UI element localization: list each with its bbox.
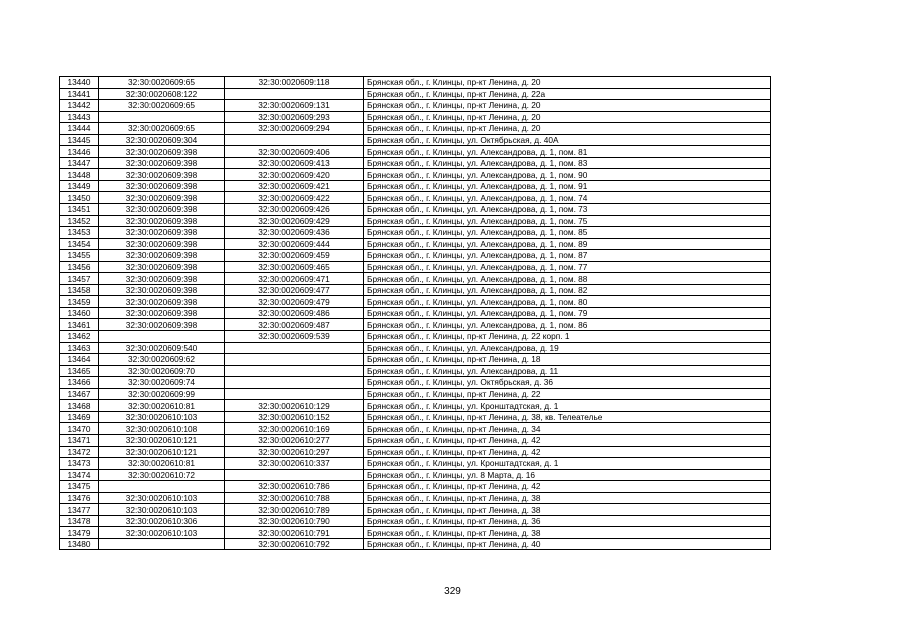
parent-cadastral-number-cell: 32:30:0020610:121 — [99, 434, 225, 446]
record-number-cell: 13442 — [60, 100, 99, 112]
parent-cadastral-number-cell: 32:30:0020609:398 — [99, 204, 225, 216]
registry-table — [59, 76, 771, 550]
table-row — [60, 365, 771, 377]
record-number-cell: 13474 — [60, 469, 99, 481]
cadastral-number-cell: 32:30:0020610:789 — [225, 504, 364, 516]
table-row — [60, 458, 771, 470]
cadastral-number-cell — [225, 88, 364, 100]
table-row — [60, 261, 771, 273]
address-cell: Брянская обл., г. Клинцы, ул. Александрова, д. 19 — [364, 342, 771, 354]
table-row — [60, 157, 771, 169]
address-cell: Брянская обл., г. Клинцы, пр-кт Ленина, д. 20 — [364, 77, 771, 89]
record-number-cell: 13475 — [60, 481, 99, 493]
cadastral-number-cell: 32:30:0020610:169 — [225, 423, 364, 435]
cadastral-number-cell: 32:30:0020610:337 — [225, 458, 364, 470]
address-cell: Брянская обл., г. Клинцы, ул. Кронштадтская, д. 1 — [364, 400, 771, 412]
address-cell: Брянская обл., г. Клинцы, ул. Александрова, д. 1, пом. 77 — [364, 261, 771, 273]
table-row — [60, 354, 771, 366]
record-number-cell: 13455 — [60, 250, 99, 262]
page-number: 329 — [444, 586, 461, 597]
record-number-cell: 13469 — [60, 411, 99, 423]
parent-cadastral-number-cell — [99, 538, 225, 550]
parent-cadastral-number-cell: 32:30:0020610:81 — [99, 458, 225, 470]
address-cell: Брянская обл., г. Клинцы, ул. 8 Марта, д. 16 — [364, 469, 771, 481]
record-number-cell: 13467 — [60, 388, 99, 400]
record-number-cell: 13453 — [60, 227, 99, 239]
address-cell: Брянская обл., г. Клинцы, ул. Александрова, д. 1, пом. 85 — [364, 227, 771, 239]
parent-cadastral-number-cell: 32:30:0020609:398 — [99, 284, 225, 296]
table-row — [60, 307, 771, 319]
parent-cadastral-number-cell: 32:30:0020609:398 — [99, 250, 225, 262]
cadastral-number-cell: 32:30:0020610:129 — [225, 400, 364, 412]
table-row — [60, 284, 771, 296]
address-cell: Брянская обл., г. Клинцы, пр-кт Ленина, д. 38, кв. Телеателье — [364, 411, 771, 423]
parent-cadastral-number-cell: 32:30:0020610:306 — [99, 515, 225, 527]
cadastral-number-cell — [225, 134, 364, 146]
parent-cadastral-number-cell: 32:30:0020610:103 — [99, 527, 225, 539]
table-row — [60, 331, 771, 343]
table-row — [60, 146, 771, 158]
record-number-cell: 13444 — [60, 123, 99, 135]
record-number-cell: 13473 — [60, 458, 99, 470]
parent-cadastral-number-cell: 32:30:0020609:398 — [99, 319, 225, 331]
cadastral-number-cell — [225, 388, 364, 400]
table-row — [60, 77, 771, 89]
parent-cadastral-number-cell: 32:30:0020609:398 — [99, 157, 225, 169]
address-cell: Брянская обл., г. Клинцы, ул. Октябрьская, д. 36 — [364, 377, 771, 389]
parent-cadastral-number-cell: 32:30:0020609:398 — [99, 169, 225, 181]
parent-cadastral-number-cell: 32:30:0020610:81 — [99, 400, 225, 412]
parent-cadastral-number-cell — [99, 331, 225, 343]
record-number-cell: 13448 — [60, 169, 99, 181]
address-cell: Брянская обл., г. Клинцы, пр-кт Ленина, д. 18 — [364, 354, 771, 366]
cadastral-number-cell: 32:30:0020610:786 — [225, 481, 364, 493]
parent-cadastral-number-cell: 32:30:0020608:122 — [99, 88, 225, 100]
parent-cadastral-number-cell: 32:30:0020609:74 — [99, 377, 225, 389]
record-number-cell: 13443 — [60, 111, 99, 123]
registry-table-body — [60, 77, 771, 550]
cadastral-number-cell: 32:30:0020609:118 — [225, 77, 364, 89]
cadastral-number-cell: 32:30:0020609:406 — [225, 146, 364, 158]
cadastral-number-cell — [225, 377, 364, 389]
parent-cadastral-number-cell: 32:30:0020609:304 — [99, 134, 225, 146]
table-row — [60, 411, 771, 423]
record-number-cell: 13461 — [60, 319, 99, 331]
address-cell: Брянская обл., г. Клинцы, ул. Александрова, д. 1, пом. 89 — [364, 238, 771, 250]
address-cell: Брянская обл., г. Клинцы, пр-кт Ленина, д. 42 — [364, 434, 771, 446]
record-number-cell: 13457 — [60, 273, 99, 285]
address-cell: Брянская обл., г. Клинцы, ул. Александрова, д. 1, пом. 86 — [364, 319, 771, 331]
cadastral-number-cell: 32:30:0020610:791 — [225, 527, 364, 539]
table-row — [60, 88, 771, 100]
cadastral-number-cell — [225, 354, 364, 366]
table-row — [60, 169, 771, 181]
table-row — [60, 123, 771, 135]
parent-cadastral-number-cell: 32:30:0020610:121 — [99, 446, 225, 458]
address-cell: Брянская обл., г. Клинцы, ул. Александрова, д. 11 — [364, 365, 771, 377]
address-cell: Брянская обл., г. Клинцы, ул. Александрова, д. 1, пом. 90 — [364, 169, 771, 181]
parent-cadastral-number-cell: 32:30:0020609:398 — [99, 273, 225, 285]
record-number-cell: 13440 — [60, 77, 99, 89]
table-row — [60, 215, 771, 227]
cadastral-number-cell: 32:30:0020609:293 — [225, 111, 364, 123]
cadastral-number-cell: 32:30:0020609:465 — [225, 261, 364, 273]
table-row — [60, 388, 771, 400]
record-number-cell: 13470 — [60, 423, 99, 435]
address-cell: Брянская обл., г. Клинцы, пр-кт Ленина, д. 42 — [364, 446, 771, 458]
table-row — [60, 273, 771, 285]
address-cell: Брянская обл., г. Клинцы, ул. Александрова, д. 1, пом. 80 — [364, 296, 771, 308]
parent-cadastral-number-cell: 32:30:0020609:398 — [99, 215, 225, 227]
table-row — [60, 296, 771, 308]
parent-cadastral-number-cell: 32:30:0020609:398 — [99, 146, 225, 158]
cadastral-number-cell: 32:30:0020610:788 — [225, 492, 364, 504]
table-row — [60, 469, 771, 481]
cadastral-number-cell: 32:30:0020610:277 — [225, 434, 364, 446]
table-row — [60, 227, 771, 239]
record-number-cell: 13458 — [60, 284, 99, 296]
table-row — [60, 342, 771, 354]
table-row — [60, 434, 771, 446]
parent-cadastral-number-cell: 32:30:0020609:99 — [99, 388, 225, 400]
cadastral-number-cell: 32:30:0020609:539 — [225, 331, 364, 343]
address-cell: Брянская обл., г. Клинцы, ул. Александрова, д. 1, пом. 83 — [364, 157, 771, 169]
address-cell: Брянская обл., г. Клинцы, ул. Александрова, д. 1, пом. 74 — [364, 192, 771, 204]
record-number-cell: 13460 — [60, 307, 99, 319]
table-row — [60, 446, 771, 458]
cadastral-number-cell: 32:30:0020609:429 — [225, 215, 364, 227]
record-number-cell: 13465 — [60, 365, 99, 377]
cadastral-number-cell — [225, 469, 364, 481]
record-number-cell: 13454 — [60, 238, 99, 250]
parent-cadastral-number-cell — [99, 111, 225, 123]
cadastral-number-cell: 32:30:0020609:131 — [225, 100, 364, 112]
parent-cadastral-number-cell: 32:30:0020609:70 — [99, 365, 225, 377]
record-number-cell: 13441 — [60, 88, 99, 100]
record-number-cell: 13471 — [60, 434, 99, 446]
table-row — [60, 423, 771, 435]
record-number-cell: 13445 — [60, 134, 99, 146]
address-cell: Брянская обл., г. Клинцы, пр-кт Ленина, д. 38 — [364, 527, 771, 539]
address-cell: Брянская обл., г. Клинцы, пр-кт Ленина, д. 20 — [364, 100, 771, 112]
table-row — [60, 111, 771, 123]
address-cell: Брянская обл., г. Клинцы, ул. Октябрьская, д. 40А — [364, 134, 771, 146]
table-row — [60, 192, 771, 204]
record-number-cell: 13464 — [60, 354, 99, 366]
table-row — [60, 377, 771, 389]
cadastral-number-cell: 32:30:0020610:792 — [225, 538, 364, 550]
cadastral-number-cell: 32:30:0020609:471 — [225, 273, 364, 285]
cadastral-number-cell: 32:30:0020609:413 — [225, 157, 364, 169]
address-cell: Брянская обл., г. Клинцы, ул. Александрова, д. 1, пом. 87 — [364, 250, 771, 262]
address-cell: Брянская обл., г. Клинцы, ул. Александрова, д. 1, пом. 91 — [364, 180, 771, 192]
cadastral-number-cell: 32:30:0020610:790 — [225, 515, 364, 527]
parent-cadastral-number-cell: 32:30:0020609:398 — [99, 261, 225, 273]
table-row — [60, 538, 771, 550]
parent-cadastral-number-cell: 32:30:0020609:65 — [99, 123, 225, 135]
record-number-cell: 13447 — [60, 157, 99, 169]
address-cell: Брянская обл., г. Клинцы, ул. Александрова, д. 1, пом. 73 — [364, 204, 771, 216]
table-row — [60, 250, 771, 262]
record-number-cell: 13476 — [60, 492, 99, 504]
address-cell: Брянская обл., г. Клинцы, пр-кт Ленина, д. 40 — [364, 538, 771, 550]
table-row — [60, 180, 771, 192]
record-number-cell: 13468 — [60, 400, 99, 412]
address-cell: Брянская обл., г. Клинцы, пр-кт Ленина, д. 36 — [364, 515, 771, 527]
parent-cadastral-number-cell: 32:30:0020609:65 — [99, 77, 225, 89]
address-cell: Брянская обл., г. Клинцы, ул. Кронштадтская, д. 1 — [364, 458, 771, 470]
parent-cadastral-number-cell: 32:30:0020610:103 — [99, 504, 225, 516]
table-row — [60, 492, 771, 504]
table-row — [60, 481, 771, 493]
cadastral-number-cell: 32:30:0020609:421 — [225, 180, 364, 192]
address-cell: Брянская обл., г. Клинцы, ул. Александрова, д. 1, пом. 79 — [364, 307, 771, 319]
record-number-cell: 13452 — [60, 215, 99, 227]
cadastral-number-cell: 32:30:0020609:426 — [225, 204, 364, 216]
parent-cadastral-number-cell: 32:30:0020609:65 — [99, 100, 225, 112]
address-cell: Брянская обл., г. Клинцы, пр-кт Ленина, д. 20 — [364, 123, 771, 135]
parent-cadastral-number-cell: 32:30:0020609:398 — [99, 227, 225, 239]
parent-cadastral-number-cell: 32:30:0020610:103 — [99, 411, 225, 423]
cadastral-number-cell: 32:30:0020609:459 — [225, 250, 364, 262]
table-row — [60, 515, 771, 527]
address-cell: Брянская обл., г. Клинцы, ул. Александрова, д. 1, пом. 75 — [364, 215, 771, 227]
cadastral-number-cell: 32:30:0020609:444 — [225, 238, 364, 250]
address-cell: Брянская обл., г. Клинцы, пр-кт Ленина, д. 34 — [364, 423, 771, 435]
parent-cadastral-number-cell: 32:30:0020609:398 — [99, 307, 225, 319]
table-row — [60, 204, 771, 216]
record-number-cell: 13479 — [60, 527, 99, 539]
cadastral-number-cell: 32:30:0020609:479 — [225, 296, 364, 308]
table-row — [60, 100, 771, 112]
record-number-cell: 13459 — [60, 296, 99, 308]
table-row — [60, 319, 771, 331]
record-number-cell: 13462 — [60, 331, 99, 343]
record-number-cell: 13446 — [60, 146, 99, 158]
cadastral-number-cell — [225, 342, 364, 354]
parent-cadastral-number-cell: 32:30:0020609:398 — [99, 180, 225, 192]
parent-cadastral-number-cell: 32:30:0020609:398 — [99, 238, 225, 250]
cadastral-number-cell: 32:30:0020609:294 — [225, 123, 364, 135]
address-cell: Брянская обл., г. Клинцы, пр-кт Ленина, д. 38 — [364, 492, 771, 504]
address-cell: Брянская обл., г. Клинцы, пр-кт Ленина, д. 22 корп. 1 — [364, 331, 771, 343]
record-number-cell: 13480 — [60, 538, 99, 550]
table-row — [60, 527, 771, 539]
cadastral-number-cell: 32:30:0020610:297 — [225, 446, 364, 458]
record-number-cell: 13463 — [60, 342, 99, 354]
table-row — [60, 504, 771, 516]
cadastral-number-cell: 32:30:0020609:436 — [225, 227, 364, 239]
parent-cadastral-number-cell: 32:30:0020609:540 — [99, 342, 225, 354]
cadastral-number-cell: 32:30:0020609:420 — [225, 169, 364, 181]
address-cell: Брянская обл., г. Клинцы, пр-кт Ленина, д. 20 — [364, 111, 771, 123]
table-row — [60, 134, 771, 146]
record-number-cell: 13456 — [60, 261, 99, 273]
cadastral-number-cell: 32:30:0020609:487 — [225, 319, 364, 331]
record-number-cell: 13472 — [60, 446, 99, 458]
record-number-cell: 13477 — [60, 504, 99, 516]
cadastral-number-cell: 32:30:0020609:477 — [225, 284, 364, 296]
parent-cadastral-number-cell: 32:30:0020609:398 — [99, 296, 225, 308]
address-cell: Брянская обл., г. Клинцы, пр-кт Ленина, д. 38 — [364, 504, 771, 516]
address-cell: Брянская обл., г. Клинцы, пр-кт Ленина, д. 22а — [364, 88, 771, 100]
table-row — [60, 238, 771, 250]
parent-cadastral-number-cell — [99, 481, 225, 493]
address-cell: Брянская обл., г. Клинцы, пр-кт Ленина, д. 42 — [364, 481, 771, 493]
cadastral-number-cell: 32:30:0020610:152 — [225, 411, 364, 423]
cadastral-number-cell: 32:30:0020609:422 — [225, 192, 364, 204]
address-cell: Брянская обл., г. Клинцы, ул. Александрова, д. 1, пом. 81 — [364, 146, 771, 158]
table-row — [60, 400, 771, 412]
parent-cadastral-number-cell: 32:30:0020610:72 — [99, 469, 225, 481]
address-cell: Брянская обл., г. Клинцы, пр-кт Ленина, д. 22 — [364, 388, 771, 400]
parent-cadastral-number-cell: 32:30:0020610:103 — [99, 492, 225, 504]
parent-cadastral-number-cell: 32:30:0020609:398 — [99, 192, 225, 204]
address-cell: Брянская обл., г. Клинцы, ул. Александрова, д. 1, пом. 82 — [364, 284, 771, 296]
address-cell: Брянская обл., г. Клинцы, ул. Александрова, д. 1, пом. 88 — [364, 273, 771, 285]
cadastral-number-cell — [225, 365, 364, 377]
cadastral-number-cell: 32:30:0020609:486 — [225, 307, 364, 319]
record-number-cell: 13449 — [60, 180, 99, 192]
record-number-cell: 13478 — [60, 515, 99, 527]
record-number-cell: 13466 — [60, 377, 99, 389]
record-number-cell: 13450 — [60, 192, 99, 204]
parent-cadastral-number-cell: 32:30:0020609:62 — [99, 354, 225, 366]
parent-cadastral-number-cell: 32:30:0020610:108 — [99, 423, 225, 435]
record-number-cell: 13451 — [60, 204, 99, 216]
